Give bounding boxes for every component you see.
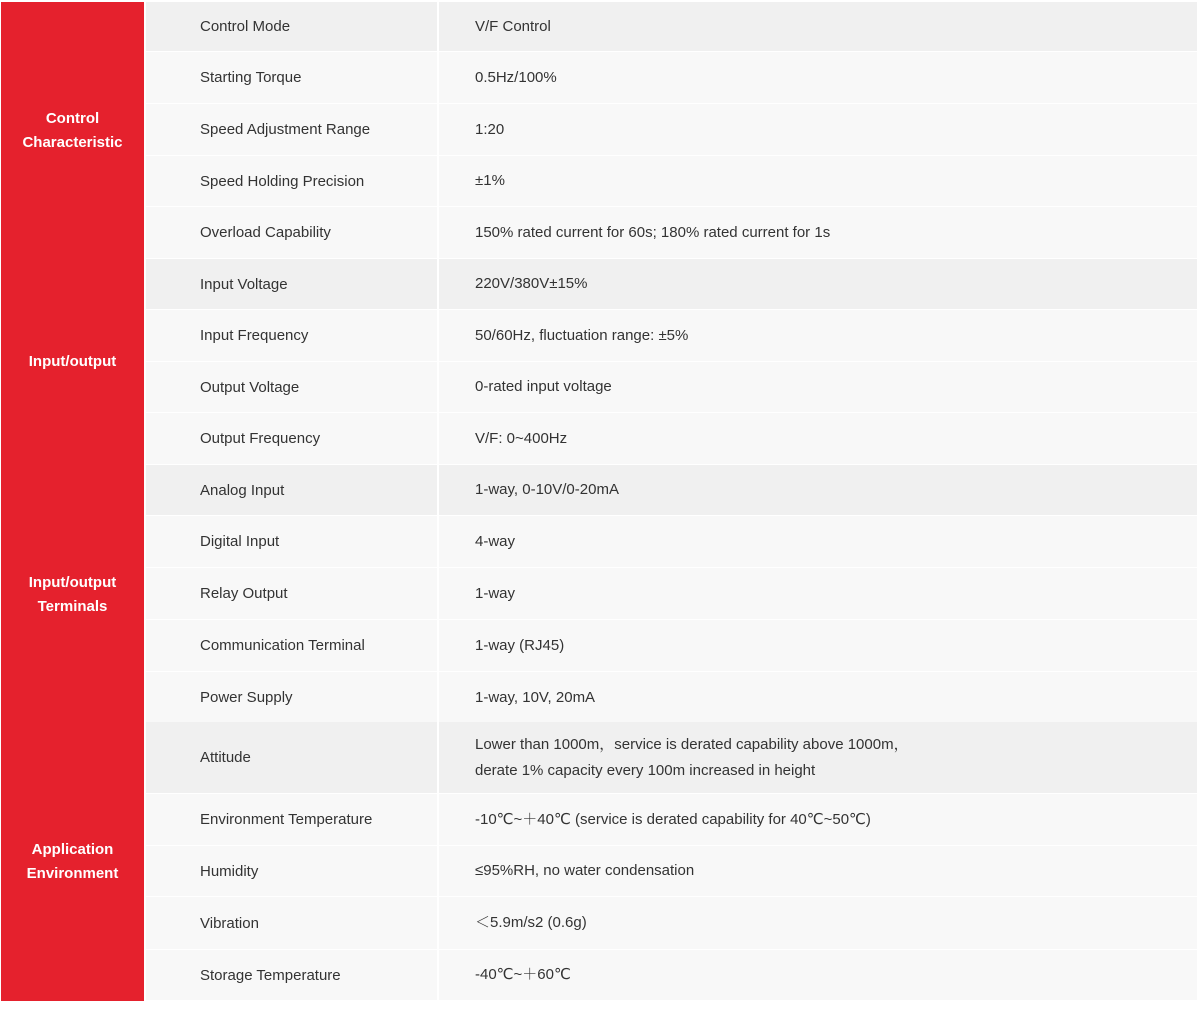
table-row — [146, 794, 1197, 846]
spec-group — [0, 465, 1197, 724]
category-application-environment: Application Environment — [1, 722, 144, 1001]
table-row — [146, 620, 1197, 672]
parameter-value: 4-way — [475, 532, 516, 550]
table-row — [146, 156, 1197, 207]
parameter-value: 0-rated input voltage — [475, 378, 612, 395]
table-row — [146, 722, 1197, 794]
category-control-characteristic: Control Characteristic — [1, 2, 144, 259]
parameter-name: Analog Input — [146, 465, 439, 515]
parameter-name: Input Frequency — [146, 310, 439, 361]
table-row — [146, 207, 1197, 259]
parameter-value: 1-way (RJ45) — [475, 636, 565, 654]
table-row — [146, 2, 1197, 52]
parameter-value: 1-way, 10V, 20mA — [475, 688, 596, 706]
parameter-value: 1:20 — [475, 120, 505, 138]
table-row — [146, 672, 1197, 724]
parameter-name: Starting Torque — [146, 52, 439, 103]
category-input-output-terminals: Input/output Terminals — [1, 465, 144, 724]
table-row — [146, 259, 1197, 310]
table-row — [146, 104, 1197, 156]
parameter-name: Output Frequency — [146, 413, 439, 464]
category-input-output: Input/output — [1, 259, 144, 465]
spec-group — [0, 2, 1197, 259]
table-row — [146, 950, 1197, 1001]
parameter-value: 1-way — [475, 584, 516, 602]
table-row — [146, 413, 1197, 465]
spec-group — [0, 722, 1197, 1001]
spec-group — [0, 259, 1197, 465]
parameter-value: ＜5.9m/s2 (0.6g) — [475, 914, 587, 931]
table-row — [146, 310, 1197, 362]
table-row — [146, 897, 1197, 950]
parameter-name: Attitude — [146, 722, 439, 793]
parameter-value: ±1% — [475, 172, 505, 189]
parameter-name: Power Supply — [146, 672, 439, 723]
parameter-name: Speed Holding Precision — [146, 156, 439, 206]
parameter-value: 50/60Hz, fluctuation range: ±5% — [475, 326, 689, 344]
parameter-value: 0.5Hz/100% — [475, 68, 557, 86]
parameter-value: -10℃~＋40℃ (service is derated capability for 40℃~50℃) — [475, 810, 871, 828]
table-row — [146, 516, 1197, 568]
parameter-name: Input Voltage — [146, 259, 439, 309]
parameter-name: Humidity — [146, 846, 439, 896]
parameter-name: Vibration — [146, 897, 439, 949]
parameter-value: Lower than 1000m，service is derated capability above 1000m， derate 1% capacity every 100m increased in height — [475, 735, 909, 779]
parameter-value: -40℃~＋60℃ — [475, 966, 571, 983]
parameter-name: Communication Terminal — [146, 620, 439, 671]
table-row — [146, 362, 1197, 413]
parameter-value: V/F Control — [475, 17, 551, 35]
parameter-value: V/F: 0~400Hz — [475, 429, 568, 447]
parameter-name: Control Mode — [146, 2, 439, 51]
table-row — [146, 568, 1197, 620]
parameter-value: 150% rated current for 60s; 180% rated current for 1s — [475, 223, 831, 241]
parameter-name: Environment Temperature — [146, 794, 439, 845]
parameter-name: Speed Adjustment Range — [146, 104, 439, 155]
parameter-value: 220V/380V±15% — [475, 275, 588, 292]
table-row — [146, 846, 1197, 897]
parameter-value: 1-way, 0-10V/0-20mA — [475, 481, 619, 498]
table-row — [146, 465, 1197, 516]
parameter-name: Digital Input — [146, 516, 439, 567]
parameter-name: Storage Temperature — [146, 950, 439, 1000]
parameter-value: ≤95%RH, no water condensation — [475, 862, 695, 879]
table-row — [146, 52, 1197, 104]
parameter-name: Output Voltage — [146, 362, 439, 412]
parameter-name: Overload Capability — [146, 207, 439, 258]
parameter-name: Relay Output — [146, 568, 439, 619]
